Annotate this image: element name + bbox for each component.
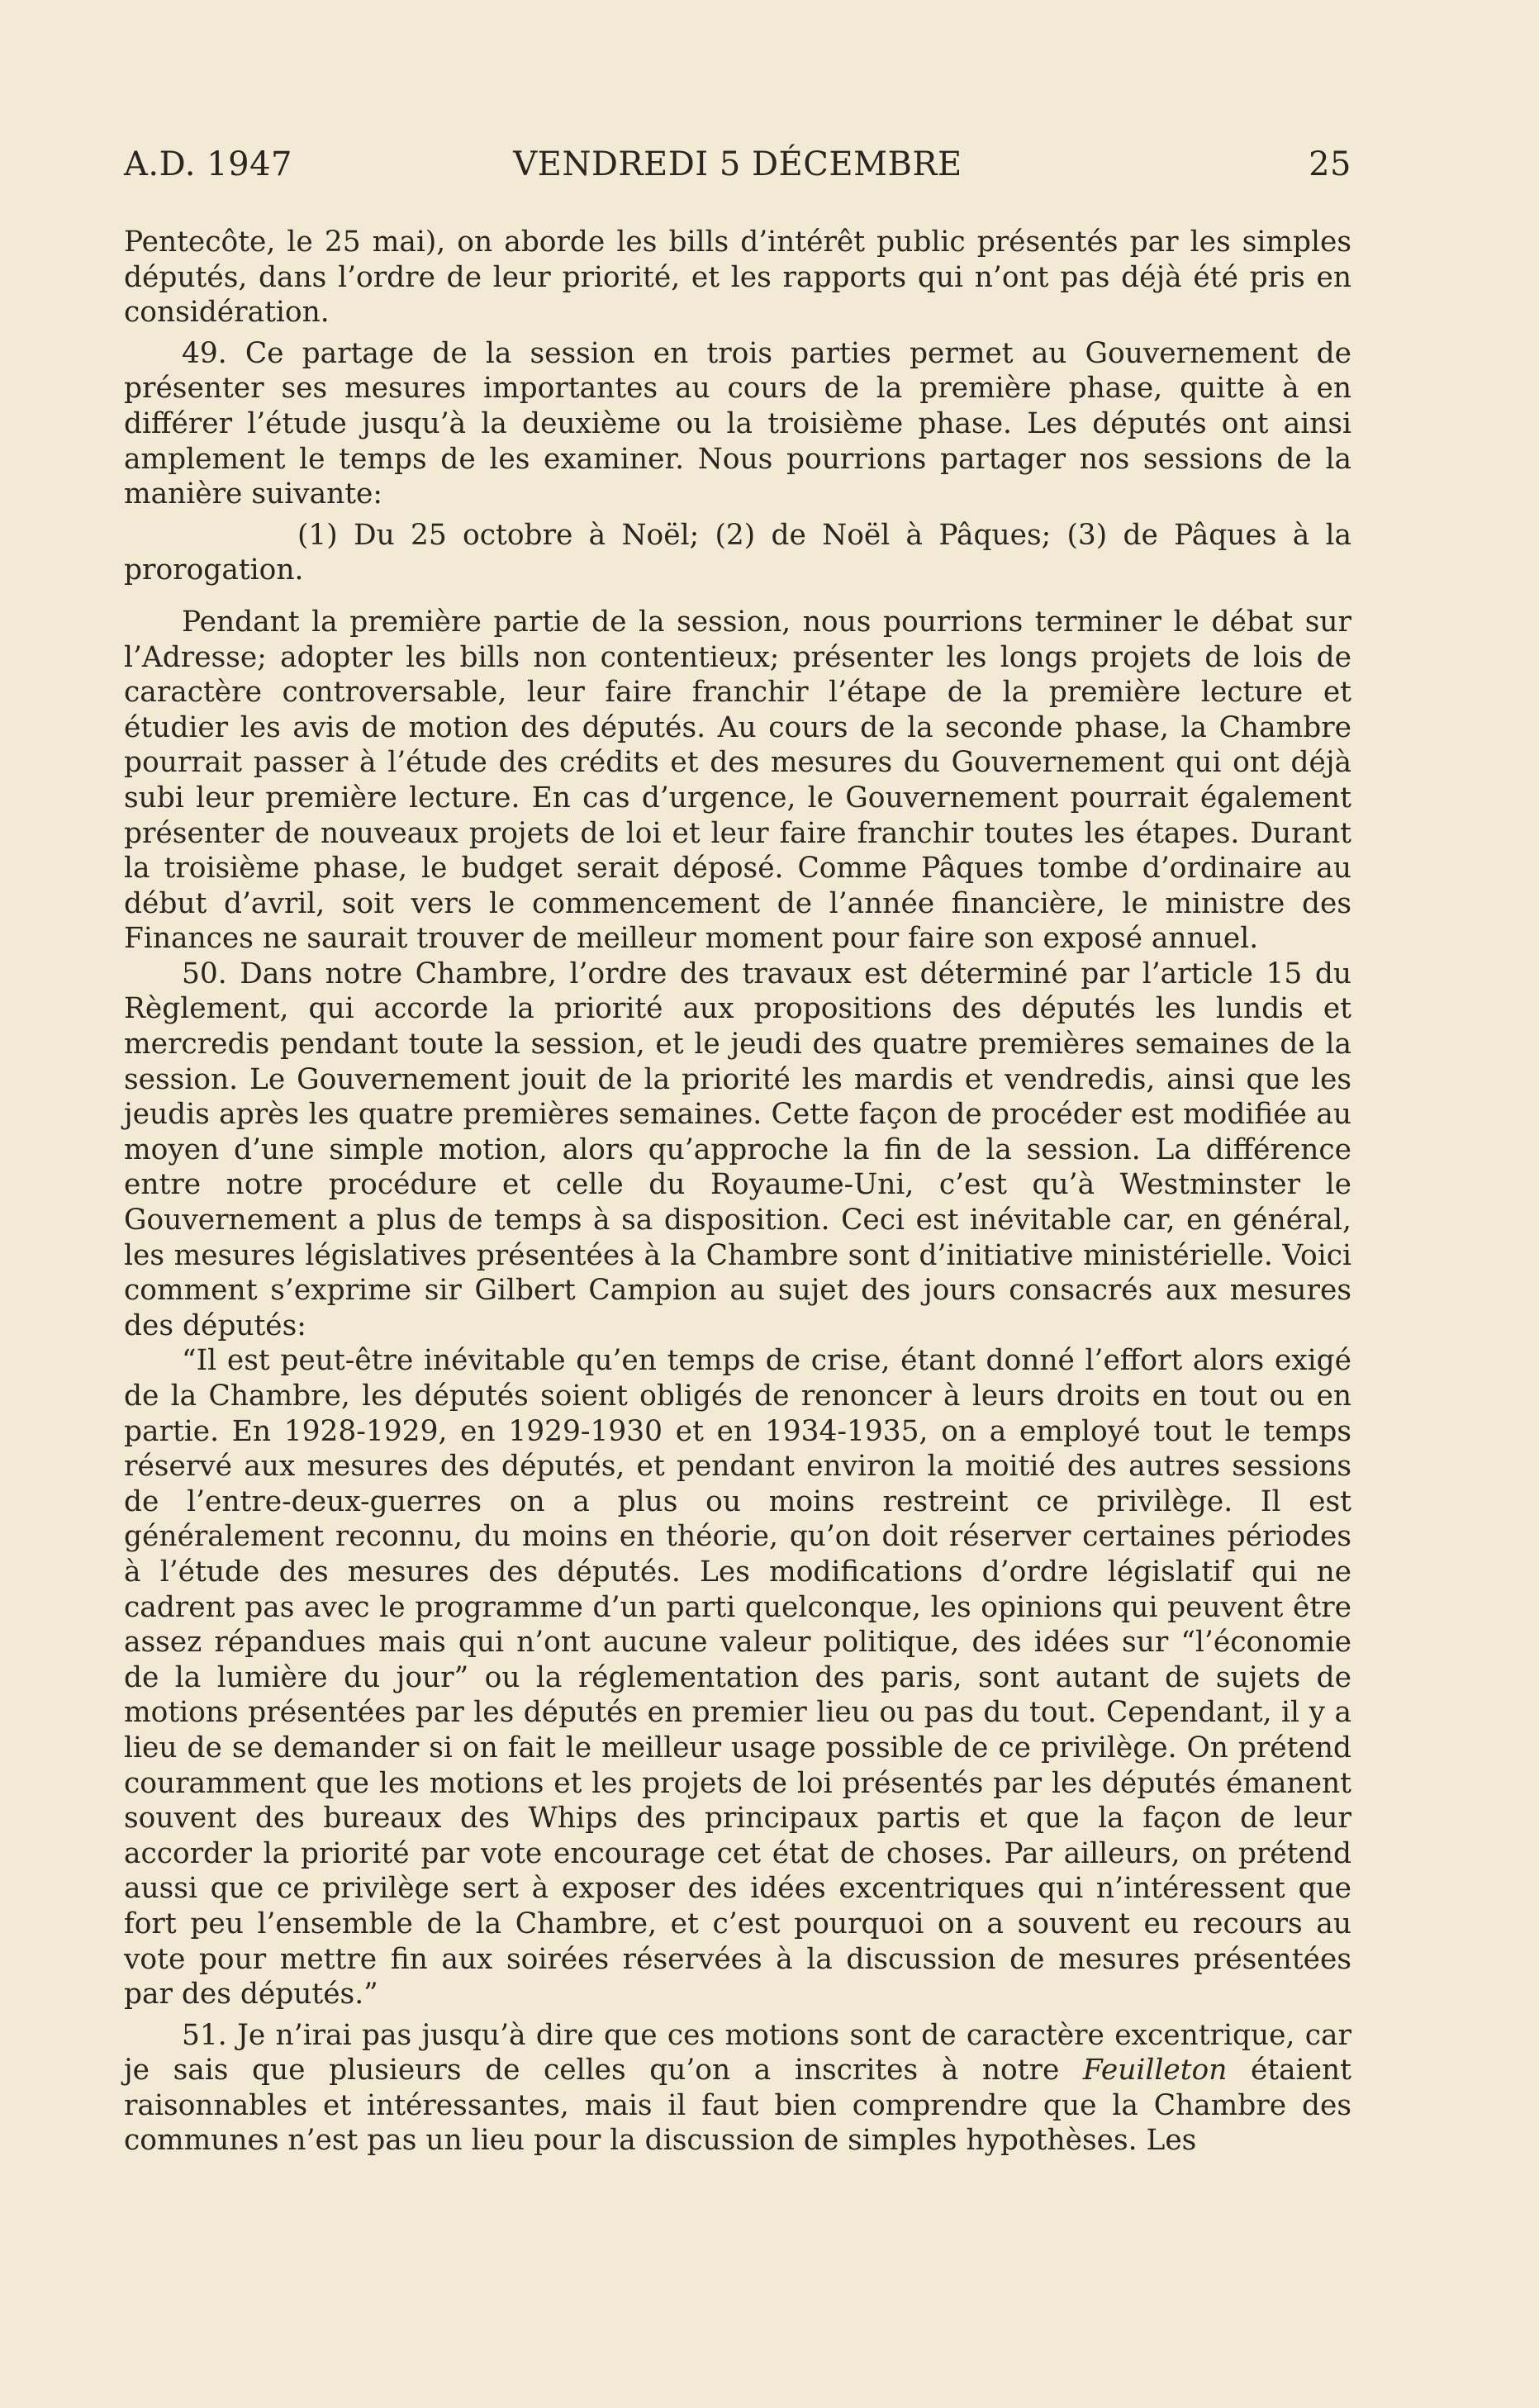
- page-number: 25: [1309, 145, 1351, 183]
- page-header: [124, 145, 1351, 195]
- header-title: VENDREDI 5 DÉCEMBRE: [513, 145, 962, 183]
- paragraph-text: Ce partage de la session en trois parties permet au Gouvernement de présenter ses mesures importantes au cours de la première phase, quitte à en différer l’étude jusqu’à la deuxième ou la troisième phase. Les députés ont ainsi amplement le temps de les examiner. Nous pourrions partager nos sessions de la manière suivante:: [124, 336, 1351, 511]
- paragraph-text: Je n’irai pas jusqu’à dire que ces motions sont de caractère excentrique, car je sais que plusieurs de celles qu’on a inscrites à notre: [124, 2018, 1351, 2087]
- body-text: [124, 225, 1351, 2159]
- session-division-list: (1) Du 25 octobre à Noël; (2) de Noël à Pâques; (3) de Pâques à la prorogation.: [124, 518, 1351, 587]
- feuilleton-italic: Feuilleton: [1082, 2054, 1228, 2087]
- campion-quotation: “Il est peut-être inévitable qu’en temps de crise, étant donné l’effort alors exigé de la Chambre, les députés soient obligés de renoncer à leurs droits en tout ou en partie. En 1928-1929, en 1929-1930 et en 1934-1935, on a employé tout le temps réservé aux mesures des députés, et pendant environ la moitié des autres sessions de l’entre-deux-guerres on a plus ou moins restreint ce privilège. Il est généralement reconnu, du moins en théorie, qu’on doit réserver certaines périodes à l’étude des mesures des députés. Les modifications d’ordre législatif qui ne cadrent pas avec le programme d’un parti quelconque, les opinions qui peuvent être assez répandues mais qui n’ont aucune valeur politique, des idées sur “l’économie de la lumière du jour” ou la réglementation des paris, sont autant de sujets de motions présentées par les députés en premier lieu ou pas du tout. Cependant, il y a lieu de se demander si on fait le meilleur usage possible de ce privilège. On prétend couramment que les motions et les projets de loi présentés par les députés émanent souvent des bureaux des Whips des principaux partis et que la façon de leur accorder la priorité par vote encourage cet état de choses. Par ailleurs, on prétend aussi que ce privilège sert à exposer des idées excentriques qui n’intéressent que fort peu l’ensemble de la Chambre, et c’est pourquoi on a souvent eu recours au vote pour mettre fin aux soirées réservées à la discussion de mesures présentées par des députés.”: [124, 1344, 1351, 2011]
- paragraph-50: [124, 957, 1351, 1344]
- paragraph-49-continued: Pendant la première partie de la session, nous pourrions terminer le débat sur l’Adresse; adopter les bills non contentieux; présenter les longs projets de lois de caractère controversable, leur faire franchir l’étape de la première lecture et étudier les avis de motion des députés. Au cours de la seconde phase, la Chambre pourrait passer à l’étude des crédits et des mesures du Gouvernement qui ont déjà subi leur première lecture. En cas d’urgence, le Gouvernement pourrait également présenter de nouveaux projets de loi et leur faire franchir toutes les étapes. Durant la troisième phase, le budget serait déposé. Comme Pâques tombe d’ordinaire au début d’avril, soit vers le commencement de l’année financière, le ministre des Finances ne saurait trouver de meilleur moment pour faire son exposé annuel.: [124, 605, 1351, 956]
- paragraph-continuation: Pentecôte, le 25 mai), on aborde les bills d’intérêt public présentés par les simples députés, dans l’ordre de leur priorité, et les rapports qui n’ont pas déjà été pris en considération.: [124, 226, 1351, 330]
- paragraph-text: Dans notre Chambre, l’ordre des travaux est déterminé par l’article 15 du Règlement, qui accorde la priorité aux propositions des députés les lundis et mercredis pendant toute la session, et le jeudi des quatre premières semaines de la session. Le Gouvernement jouit de la priorité les mardis et vendredis, ainsi que les jeudis après les quatre premières semaines. Cette façon de procéder est modifiée au moyen d’une simple motion, alors qu’approche la fin de la session. La différence entre notre procédure et celle du Royaume-Uni, c’est qu’à Westminster le Gouvernement a plus de temps à sa disposition. Ceci est inévitable car, en général, les mesures législatives présentées à la Chambre sont d’initiative ministérielle. Voici comment s’exprime sir Gilbert Campion au sujet des jours consacrés aux mesures des députés:: [124, 957, 1352, 1342]
- paragraph-text-end: étaient raisonnables et intéressantes, mais il faut bien comprendre que la Chambre des communes n’est pas un lieu pour la discussion de simples hypothèses. Les: [124, 2054, 1351, 2158]
- header-date: A.D. 1947: [124, 145, 292, 183]
- paragraph-51: [124, 2018, 1351, 2159]
- paragraph-number: 51.: [182, 2018, 227, 2052]
- paragraph-number: 49.: [182, 336, 227, 370]
- paragraph-49: [124, 336, 1351, 512]
- paragraph-number: 50.: [182, 957, 227, 990]
